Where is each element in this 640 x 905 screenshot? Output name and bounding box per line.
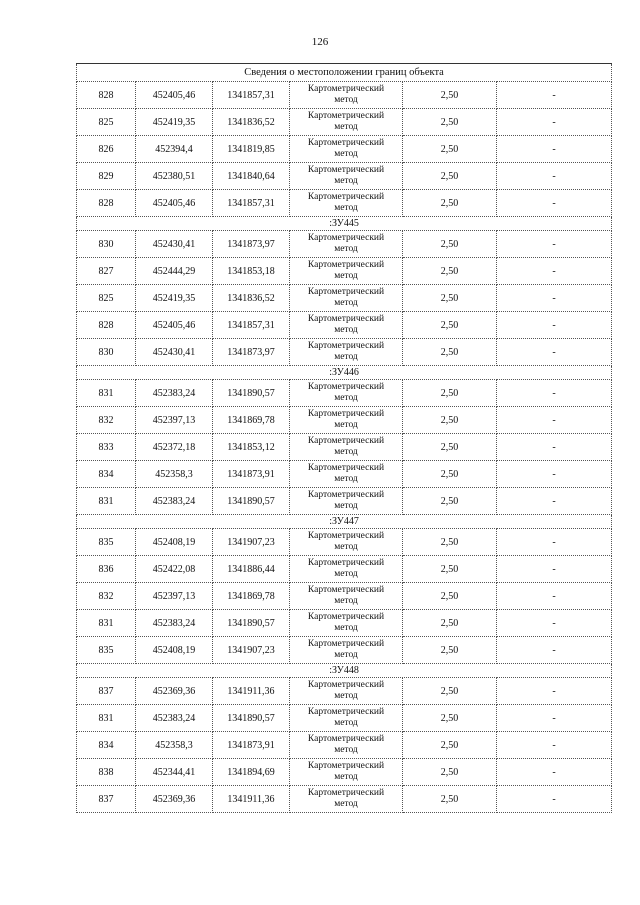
y-coordinate-cell: 1341890,57 (213, 610, 290, 637)
note-cell: - (497, 583, 612, 610)
method-cell (290, 339, 403, 366)
accuracy-cell: 2,50 (403, 231, 497, 258)
table-row (77, 705, 612, 732)
group-header-row (77, 515, 612, 529)
y-coordinate-cell: 1341894,69 (213, 759, 290, 786)
x-coordinate-cell: 452397,13 (136, 407, 213, 434)
group-label: :ЗУ445 (77, 217, 612, 231)
method-cell (290, 109, 403, 136)
note-cell: - (497, 434, 612, 461)
point-number-cell: 835 (77, 529, 136, 556)
method-line-1: Картометрический (307, 761, 385, 771)
accuracy-cell: 2,50 (403, 434, 497, 461)
point-number-cell: 825 (77, 285, 136, 312)
method-line-1: Картометрический (307, 314, 385, 324)
accuracy-cell: 2,50 (403, 529, 497, 556)
table-row (77, 231, 612, 258)
method-line-2: метод (334, 650, 358, 660)
y-coordinate-cell: 1341873,97 (213, 339, 290, 366)
page-number: 126 (311, 36, 329, 48)
table-row (77, 163, 612, 190)
table-row (77, 258, 612, 285)
x-coordinate-cell: 452383,24 (136, 610, 213, 637)
x-coordinate-cell: 452405,46 (136, 82, 213, 109)
y-coordinate-cell: 1341853,12 (213, 434, 290, 461)
point-number-cell: 831 (77, 610, 136, 637)
table-row (77, 732, 612, 759)
group-header-row (77, 366, 612, 380)
x-coordinate-cell: 452394,4 (136, 136, 213, 163)
accuracy-cell: 2,50 (403, 163, 497, 190)
method-cell (290, 556, 403, 583)
table-row (77, 759, 612, 786)
x-coordinate-cell: 452419,35 (136, 109, 213, 136)
note-cell: - (497, 488, 612, 515)
method-cell (290, 488, 403, 515)
table-row (77, 285, 612, 312)
table-row (77, 82, 612, 109)
point-number-cell: 831 (77, 488, 136, 515)
method-line-1: Картометрический (307, 558, 385, 568)
method-line-2: метод (334, 420, 358, 430)
method-cell (290, 461, 403, 488)
point-number-cell: 829 (77, 163, 136, 190)
table-row (77, 339, 612, 366)
method-line-2: метод (334, 298, 358, 308)
method-line-2: метод (334, 772, 358, 782)
table-row (77, 434, 612, 461)
method-line-1: Картометрический (307, 409, 385, 419)
method-cell (290, 705, 403, 732)
x-coordinate-cell: 452430,41 (136, 339, 213, 366)
y-coordinate-cell: 1341886,44 (213, 556, 290, 583)
group-header-row (77, 664, 612, 678)
table-row (77, 583, 612, 610)
note-cell: - (497, 407, 612, 434)
method-cell (290, 231, 403, 258)
point-number-cell: 830 (77, 231, 136, 258)
y-coordinate-cell: 1341857,31 (213, 82, 290, 109)
group-label: :ЗУ448 (77, 664, 612, 678)
table-row (77, 136, 612, 163)
method-line-1: Картометрический (307, 111, 385, 121)
table-row (77, 488, 612, 515)
method-cell (290, 529, 403, 556)
accuracy-cell: 2,50 (403, 407, 497, 434)
group-label: :ЗУ446 (77, 366, 612, 380)
table-row (77, 109, 612, 136)
table-row (77, 380, 612, 407)
accuracy-cell: 2,50 (403, 583, 497, 610)
y-coordinate-cell: 1341836,52 (213, 109, 290, 136)
method-cell (290, 678, 403, 705)
point-number-cell: 838 (77, 759, 136, 786)
x-coordinate-cell: 452408,19 (136, 637, 213, 664)
method-line-2: метод (334, 542, 358, 552)
x-coordinate-cell: 452430,41 (136, 231, 213, 258)
y-coordinate-cell: 1341869,78 (213, 407, 290, 434)
note-cell: - (497, 705, 612, 732)
note-cell: - (497, 732, 612, 759)
x-coordinate-cell: 452369,36 (136, 786, 213, 813)
point-number-cell: 832 (77, 407, 136, 434)
y-coordinate-cell: 1341869,78 (213, 583, 290, 610)
note-cell: - (497, 312, 612, 339)
method-cell (290, 285, 403, 312)
method-line-2: метод (334, 623, 358, 633)
y-coordinate-cell: 1341853,18 (213, 258, 290, 285)
coordinates-table (76, 63, 612, 813)
x-coordinate-cell: 452419,35 (136, 285, 213, 312)
point-number-cell: 837 (77, 678, 136, 705)
method-line-2: метод (334, 271, 358, 281)
method-line-2: метод (334, 501, 358, 511)
method-line-2: метод (334, 95, 358, 105)
accuracy-cell: 2,50 (403, 380, 497, 407)
accuracy-cell: 2,50 (403, 109, 497, 136)
y-coordinate-cell: 1341873,91 (213, 732, 290, 759)
point-number-cell: 836 (77, 556, 136, 583)
method-line-1: Картометрический (307, 260, 385, 270)
method-line-1: Картометрический (307, 382, 385, 392)
y-coordinate-cell: 1341911,36 (213, 678, 290, 705)
method-cell (290, 380, 403, 407)
point-number-cell: 835 (77, 637, 136, 664)
y-coordinate-cell: 1341873,91 (213, 461, 290, 488)
y-coordinate-cell: 1341890,57 (213, 488, 290, 515)
method-cell (290, 136, 403, 163)
x-coordinate-cell: 452383,24 (136, 488, 213, 515)
y-coordinate-cell: 1341890,57 (213, 380, 290, 407)
method-line-2: метод (334, 393, 358, 403)
accuracy-cell: 2,50 (403, 705, 497, 732)
note-cell: - (497, 556, 612, 583)
method-line-2: метод (334, 596, 358, 606)
point-number-cell: 832 (77, 583, 136, 610)
method-line-1: Картометрический (307, 463, 385, 473)
table-row (77, 407, 612, 434)
note-cell: - (497, 285, 612, 312)
note-cell: - (497, 461, 612, 488)
method-line-1: Картометрический (307, 192, 385, 202)
note-cell: - (497, 529, 612, 556)
point-number-cell: 837 (77, 786, 136, 813)
method-cell (290, 190, 403, 217)
y-coordinate-cell: 1341857,31 (213, 312, 290, 339)
x-coordinate-cell: 452408,19 (136, 529, 213, 556)
accuracy-cell: 2,50 (403, 678, 497, 705)
method-cell (290, 434, 403, 461)
method-line-1: Картометрический (307, 341, 385, 351)
accuracy-cell: 2,50 (403, 732, 497, 759)
x-coordinate-cell: 452369,36 (136, 678, 213, 705)
x-coordinate-cell: 452444,29 (136, 258, 213, 285)
method-line-2: метод (334, 203, 358, 213)
point-number-cell: 830 (77, 339, 136, 366)
accuracy-cell: 2,50 (403, 759, 497, 786)
method-line-2: метод (334, 122, 358, 132)
y-coordinate-cell: 1341873,97 (213, 231, 290, 258)
method-line-2: метод (334, 325, 358, 335)
method-line-1: Картометрический (307, 531, 385, 541)
note-cell: - (497, 136, 612, 163)
table-row (77, 190, 612, 217)
note-cell: - (497, 82, 612, 109)
accuracy-cell: 2,50 (403, 190, 497, 217)
x-coordinate-cell: 452358,3 (136, 732, 213, 759)
method-line-2: метод (334, 691, 358, 701)
y-coordinate-cell: 1341840,64 (213, 163, 290, 190)
note-cell: - (497, 786, 612, 813)
method-line-1: Картометрический (307, 490, 385, 500)
x-coordinate-cell: 452380,51 (136, 163, 213, 190)
method-cell (290, 637, 403, 664)
method-cell (290, 759, 403, 786)
table-row (77, 786, 612, 813)
note-cell: - (497, 678, 612, 705)
x-coordinate-cell: 452358,3 (136, 461, 213, 488)
method-line-2: метод (334, 176, 358, 186)
y-coordinate-cell: 1341911,36 (213, 786, 290, 813)
x-coordinate-cell: 452383,24 (136, 380, 213, 407)
table-row (77, 637, 612, 664)
accuracy-cell: 2,50 (403, 610, 497, 637)
method-line-2: метод (334, 474, 358, 484)
method-line-1: Картометрический (307, 84, 385, 94)
method-line-1: Картометрический (307, 612, 385, 622)
note-cell: - (497, 759, 612, 786)
point-number-cell: 825 (77, 109, 136, 136)
method-line-2: метод (334, 569, 358, 579)
method-cell (290, 258, 403, 285)
method-line-2: метод (334, 799, 358, 809)
y-coordinate-cell: 1341836,52 (213, 285, 290, 312)
method-line-1: Картометрический (307, 138, 385, 148)
note-cell: - (497, 339, 612, 366)
method-line-2: метод (334, 447, 358, 457)
note-cell: - (497, 190, 612, 217)
point-number-cell: 833 (77, 434, 136, 461)
method-line-2: метод (334, 718, 358, 728)
x-coordinate-cell: 452383,24 (136, 705, 213, 732)
coordinates-table-body (77, 64, 612, 813)
method-cell (290, 407, 403, 434)
point-number-cell: 834 (77, 732, 136, 759)
method-line-2: метод (334, 244, 358, 254)
note-cell: - (497, 258, 612, 285)
table-row (77, 556, 612, 583)
x-coordinate-cell: 452405,46 (136, 190, 213, 217)
point-number-cell: 828 (77, 190, 136, 217)
method-line-1: Картометрический (307, 233, 385, 243)
table-row (77, 678, 612, 705)
x-coordinate-cell: 452405,46 (136, 312, 213, 339)
accuracy-cell: 2,50 (403, 556, 497, 583)
method-line-1: Картометрический (307, 287, 385, 297)
method-line-1: Картометрический (307, 788, 385, 798)
accuracy-cell: 2,50 (403, 258, 497, 285)
method-cell (290, 163, 403, 190)
table-row (77, 610, 612, 637)
x-coordinate-cell: 452397,13 (136, 583, 213, 610)
method-line-1: Картометрический (307, 585, 385, 595)
note-cell: - (497, 380, 612, 407)
y-coordinate-cell: 1341857,31 (213, 190, 290, 217)
table-row (77, 529, 612, 556)
method-line-1: Картометрический (307, 436, 385, 446)
point-number-cell: 831 (77, 380, 136, 407)
group-header-row (77, 217, 612, 231)
point-number-cell: 827 (77, 258, 136, 285)
table-row (77, 461, 612, 488)
accuracy-cell: 2,50 (403, 136, 497, 163)
method-line-2: метод (334, 149, 358, 159)
method-line-1: Картометрический (307, 707, 385, 717)
method-line-1: Картометрический (307, 734, 385, 744)
accuracy-cell: 2,50 (403, 285, 497, 312)
y-coordinate-cell: 1341907,23 (213, 637, 290, 664)
note-cell: - (497, 637, 612, 664)
accuracy-cell: 2,50 (403, 786, 497, 813)
table-row (77, 312, 612, 339)
accuracy-cell: 2,50 (403, 461, 497, 488)
note-cell: - (497, 231, 612, 258)
y-coordinate-cell: 1341890,57 (213, 705, 290, 732)
method-cell (290, 312, 403, 339)
point-number-cell: 828 (77, 82, 136, 109)
method-line-2: метод (334, 352, 358, 362)
method-cell (290, 82, 403, 109)
accuracy-cell: 2,50 (403, 82, 497, 109)
group-label: :ЗУ447 (77, 515, 612, 529)
note-cell: - (497, 163, 612, 190)
accuracy-cell: 2,50 (403, 488, 497, 515)
accuracy-cell: 2,50 (403, 637, 497, 664)
note-cell: - (497, 109, 612, 136)
method-cell (290, 732, 403, 759)
method-line-2: метод (334, 745, 358, 755)
method-cell (290, 610, 403, 637)
point-number-cell: 828 (77, 312, 136, 339)
accuracy-cell: 2,50 (403, 339, 497, 366)
x-coordinate-cell: 452422,08 (136, 556, 213, 583)
method-cell (290, 786, 403, 813)
y-coordinate-cell: 1341907,23 (213, 529, 290, 556)
point-number-cell: 834 (77, 461, 136, 488)
method-cell (290, 583, 403, 610)
x-coordinate-cell: 452372,18 (136, 434, 213, 461)
method-line-1: Картометрический (307, 639, 385, 649)
point-number-cell: 826 (77, 136, 136, 163)
method-line-1: Картометрический (307, 165, 385, 175)
method-line-1: Картометрический (307, 680, 385, 690)
note-cell: - (497, 610, 612, 637)
point-number-cell: 831 (77, 705, 136, 732)
table-title-row (77, 64, 612, 82)
table-title: Сведения о местоположении границ объекта (77, 64, 612, 82)
y-coordinate-cell: 1341819,85 (213, 136, 290, 163)
x-coordinate-cell: 452344,41 (136, 759, 213, 786)
accuracy-cell: 2,50 (403, 312, 497, 339)
